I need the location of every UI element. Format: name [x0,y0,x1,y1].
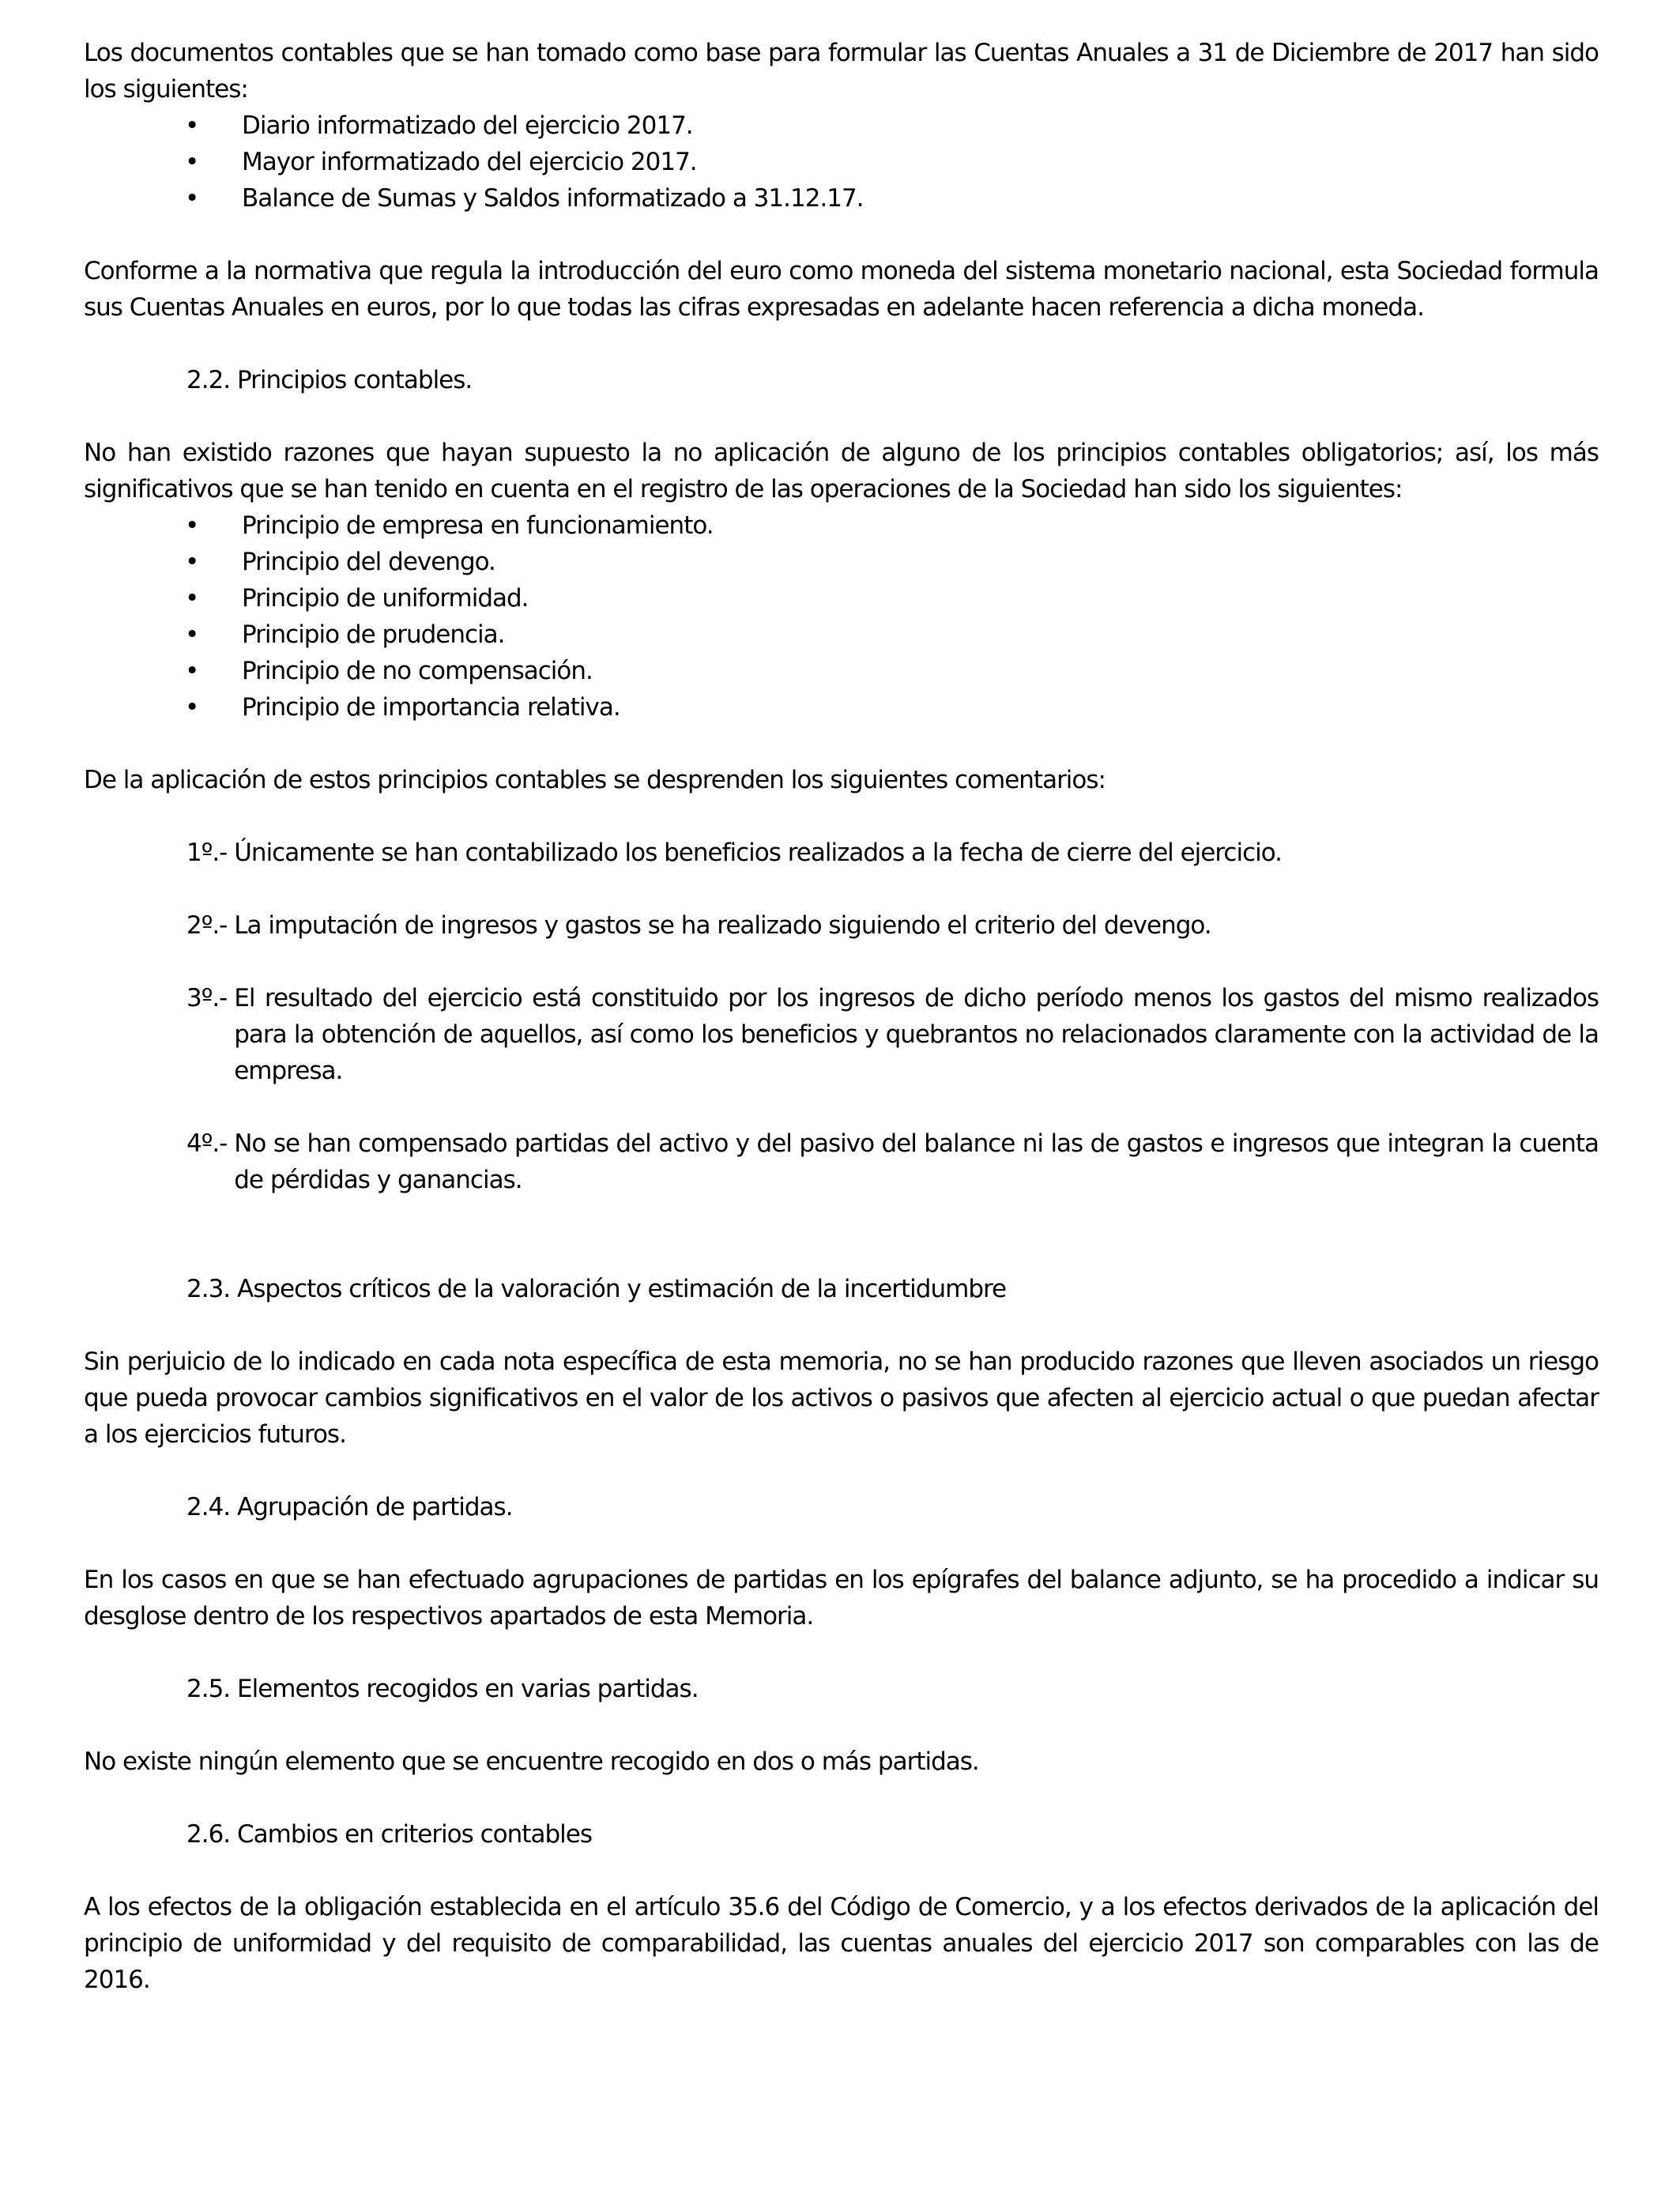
list-item: • Mayor informatizado del ejercicio 2017. [84,144,1599,180]
comment-text: La imputación de ingresos y gastos se ha realizado siguiendo el criterio del devengo. [234,911,1211,940]
list-item: • Principio de prudencia. [84,616,1599,653]
list-item: • Principio del devengo. [84,544,1599,580]
source-documents-list [84,107,1599,217]
section-heading-agrupacion: 2.4. Agrupación de partidas. [186,1493,513,1521]
comment-item [84,907,1599,944]
comment-text: No se han compensado partidas del activo y del pasivo del balance ni las de gastos e ingresos que integran la cuenta de pérdidas y ganancias. [234,1129,1599,1194]
comment-item [84,1125,1599,1198]
euro-paragraph: Conforme a la normativa que regula la introducción del euro como moneda del sistema monetario nacional, esta Sociedad formula sus Cuentas Anuales en euros, por lo que todas las cifras expresadas en adelante hacen referencia a dicha moneda. [84,257,1599,322]
intro-paragraph: Los documentos contables que se han tomado como base para formular las Cuentas Anuales a 31 de Diciembre de 2017 han sido los siguientes: [84,39,1599,104]
section-heading-aspectos-criticos: 2.3. Aspectos críticos de la valoración y estimación de la incertidumbre [186,1275,1007,1303]
comment-number: 4º.- [186,1129,235,1158]
grouping-paragraph: En los casos en que se han efectuado agrupaciones de partidas en los epígrafes del balance adjunto, se ha procedido a indicar su desglose dentro de los respectivos apartados de esta Memoria. [84,1566,1599,1630]
changes-paragraph: A los efectos de la obligación establecida en el artículo 35.6 del Código de Comercio, y a los efectos derivados de la aplicación del principio de uniformidad y del requisito de comparabilidad, las cuentas anuales del ejercicio 2017 son comparables con las de 2016. [84,1893,1599,1994]
comment-text: Únicamente se han contabilizado los beneficios realizados a la fecha de cierre del ejercicio. [234,839,1283,867]
comment-item [84,980,1599,1089]
list-item: • Principio de importancia relativa. [84,689,1599,726]
comment-text: El resultado del ejercicio está constituido por los ingresos de dicho período menos los gastos del mismo realizados para la obtención de aquellos, así como los beneficios y quebrantos no relacionados claramente con la actividad de la empresa. [234,984,1599,1085]
list-item: • Principio de empresa en funcionamiento. [84,507,1599,544]
section-heading-cambios: 2.6. Cambios en criterios contables [186,1820,592,1849]
comment-item [84,835,1599,871]
list-item: • Balance de Sumas y Saldos informatizado a 31.12.17. [84,180,1599,217]
critical-paragraph: Sin perjuicio de lo indicado en cada nota específica de esta memoria, no se han producido razones que lleven asociados un riesgo que pueda provocar cambios significativos en el valor de los activos o pasivos que afecten al ejercicio actual o que puedan afectar a los ejercicios futuros. [84,1348,1599,1449]
section-heading-elementos: 2.5. Elementos recogidos en varias partidas. [186,1675,699,1703]
list-item: • Principio de uniformidad. [84,580,1599,616]
list-item: • Diario informatizado del ejercicio 2017. [84,107,1599,144]
elements-paragraph: No existe ningún elemento que se encuentre recogido en dos o más partidas. [84,1747,979,1776]
comment-number: 1º.- [186,839,235,867]
principles-list [84,507,1599,726]
comment-number: 2º.- [186,911,235,940]
document-body [84,35,1599,1998]
principles-paragraph: No han existido razones que hayan supuesto la no aplicación de alguno de los principios contables obligatorios; así, los más significativos que se han tenido en cuenta en el registro de las operaciones de la Sociedad han sido los siguientes: [84,439,1599,503]
comment-number: 3º.- [186,984,235,1012]
comments-intro: De la aplicación de estos principios contables se desprenden los siguientes comentarios: [84,766,1106,794]
list-item: • Principio de no compensación. [84,653,1599,689]
section-heading-principios: 2.2. Principios contables. [186,366,473,394]
